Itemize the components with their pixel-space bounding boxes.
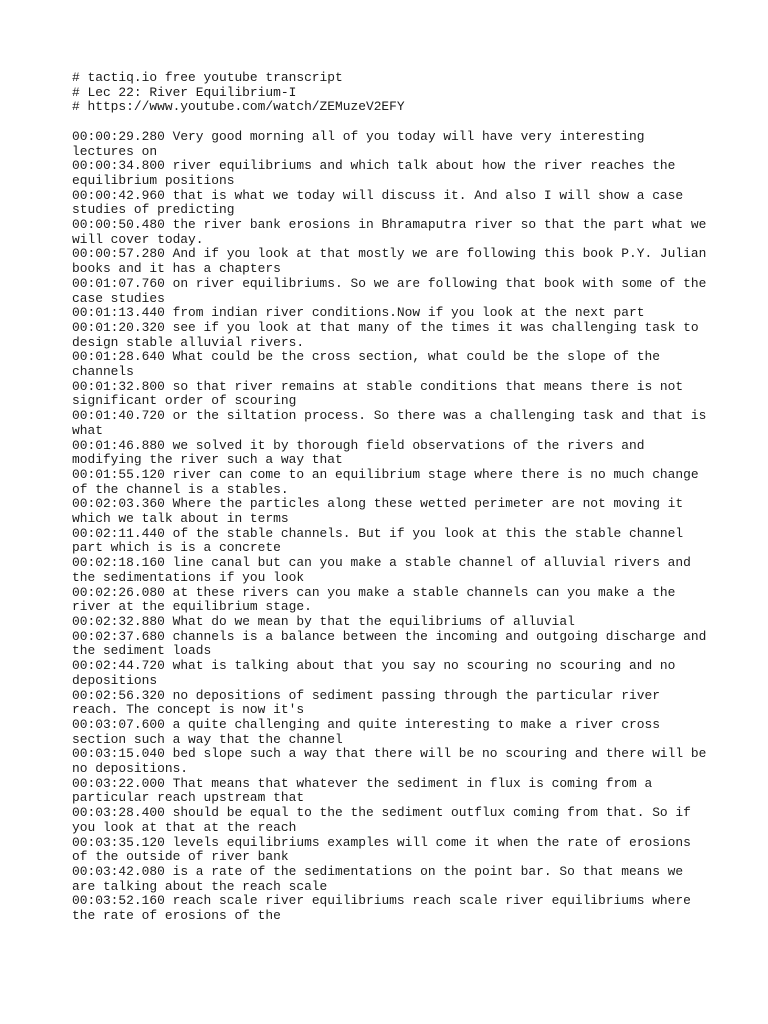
entry-timestamp: 00:02:56.320 — [72, 687, 165, 703]
entry-text: And if you look at that mostly we are following this book P.Y. Julian books and it has a chapters — [72, 246, 715, 277]
entry-timestamp: 00:03:52.160 — [72, 893, 165, 909]
transcript-document — [72, 70, 715, 924]
transcript-entry — [72, 350, 712, 379]
entry-timestamp: 00:02:26.080 — [72, 584, 165, 600]
entry-text: the river bank erosions in Bhramaputra river so that the part what we will cover today. — [72, 217, 715, 247]
entry-text: bed slope such a way that there will be no scouring and there will be no depositions. — [72, 746, 715, 777]
transcript-entries — [72, 128, 715, 924]
header-source-line: # tactiq.io free youtube transcript — [72, 70, 343, 85]
transcript-entry — [72, 217, 715, 247]
entry-timestamp: 00:03:22.000 — [72, 775, 165, 791]
entry-text: see if you look at that many of the times it was challenging task to design stable alluvial rivers. — [72, 319, 707, 350]
entry-text: reach scale river equilibriums reach scale river equilibriums where the rate of erosions of the — [72, 893, 699, 924]
entry-text: so that river remains at stable conditions that means there is not significant order of scouring — [72, 378, 691, 409]
entry-text: Where the particles along these wetted perimeter are not moving it which we talk about in terms — [72, 496, 691, 527]
entry-timestamp: 00:01:55.120 — [72, 466, 165, 482]
entry-text: channels is a balance between the incoming and outgoing discharge and the sediment loads — [72, 628, 715, 659]
entry-text: What could be the cross section, what could be the slope of the channels — [72, 349, 668, 380]
entry-timestamp: 00:00:42.960 — [72, 187, 165, 203]
header-title-line: # Lec 22: River Equilibrium-I — [72, 84, 297, 100]
entry-text: river equilibriums and which talk about how the river reaches the equilibrium positions — [72, 158, 684, 188]
entry-timestamp: 00:00:34.800 — [72, 158, 165, 174]
entry-text: river can come to an equilibrium stage where there is no much change of the channel is a stables. — [72, 466, 707, 497]
entry-text: of the stable channels. But if you look at this the stable channel part which is is a concrete — [72, 525, 691, 556]
entry-timestamp: 00:03:15.040 — [72, 746, 165, 762]
transcript-entry — [72, 380, 712, 409]
entry-timestamp: 00:01:20.320 — [72, 319, 165, 335]
entry-timestamp: 00:01:13.440 — [72, 305, 165, 321]
entry-timestamp: 00:00:57.280 — [72, 246, 165, 262]
transcript-entry — [72, 408, 715, 438]
transcript-entry — [72, 865, 712, 894]
entry-text: we solved it by thorough field observations of the rivers and modifying the river such a way that — [72, 437, 653, 468]
entry-text: no depositions of sediment passing through the particular river reach. The concept is now it's — [72, 687, 668, 718]
entry-text: What do we mean by that the equilibriums of alluvial — [172, 614, 575, 629]
entry-text: or the siltation process. So there was a challenging task and that is what — [72, 408, 715, 438]
entry-text: line canal but can you make a stable channel of alluvial rivers and the sedimentations if you look — [72, 555, 699, 585]
entry-timestamp: 00:01:32.800 — [72, 378, 165, 394]
entry-text: from indian river conditions.Now if you look at the next part — [172, 305, 645, 321]
header-spacer — [72, 115, 712, 130]
transcript-entry — [72, 894, 712, 923]
transcript-entry — [72, 806, 712, 835]
transcript-entry — [72, 159, 712, 188]
entry-text: what is talking about that you say no scouring no scouring and no depositions — [72, 658, 684, 688]
entry-text: that is what we today will discuss it. And also I will show a case studies of predicting — [72, 187, 691, 218]
entry-timestamp: 00:02:44.720 — [72, 658, 165, 674]
transcript-entry — [72, 306, 712, 321]
transcript-entry — [72, 246, 715, 277]
entry-text: a quite challenging and quite interesting to make a river cross section such a way that the channel — [72, 716, 668, 747]
transcript-entry — [72, 718, 712, 747]
entry-timestamp: 00:03:42.080 — [72, 863, 165, 879]
transcript-entry — [72, 556, 712, 585]
entry-timestamp: 00:01:28.640 — [72, 349, 165, 365]
entry-timestamp: 00:01:07.760 — [72, 275, 165, 291]
entry-timestamp: 00:00:29.280 — [72, 128, 165, 144]
transcript-entry — [72, 497, 712, 526]
transcript-entry — [72, 527, 712, 556]
entry-timestamp: 00:01:40.720 — [72, 408, 165, 424]
transcript-entry — [72, 659, 712, 688]
entry-text: on river equilibriums. So we are following that book with some of the case studies — [72, 275, 715, 306]
transcript-entry — [72, 615, 712, 630]
entry-text: That means that whatever the sediment in flux is coming from a particular reach upstream that — [72, 775, 660, 806]
entry-text: at these rivers can you make a stable channels can you make a the river at the equilibrium stage. — [72, 584, 684, 615]
entry-text: levels equilibriums examples will come it when the rate of erosions of the outside of river bank — [72, 834, 699, 865]
entry-timestamp: 00:00:50.480 — [72, 217, 165, 233]
transcript-header — [72, 71, 712, 115]
entry-timestamp: 00:03:28.400 — [72, 805, 165, 821]
transcript-entry — [72, 468, 712, 497]
entry-text: Very good morning all of you today will have very interesting lectures on — [72, 128, 653, 159]
entry-timestamp: 00:01:46.880 — [72, 437, 165, 453]
entry-timestamp: 00:03:07.600 — [72, 716, 165, 732]
transcript-entry — [72, 130, 712, 159]
entry-timestamp: 00:02:32.880 — [72, 614, 165, 629]
entry-timestamp: 00:02:11.440 — [72, 525, 165, 541]
entry-timestamp: 00:02:37.680 — [72, 628, 165, 644]
transcript-entry — [72, 321, 712, 350]
entry-text: should be equal to the the sediment outflux coming from that. So if you look at that at the reach — [72, 805, 699, 835]
entry-timestamp: 00:02:03.360 — [72, 496, 165, 512]
transcript-entry — [72, 689, 712, 718]
entry-text: is a rate of the sedimentations on the point bar. So that means we are talking about the reach scale — [72, 863, 691, 894]
transcript-entry — [72, 777, 712, 806]
transcript-entry — [72, 439, 712, 468]
transcript-entry — [72, 275, 715, 306]
transcript-entry — [72, 746, 715, 777]
entry-timestamp: 00:02:18.160 — [72, 555, 165, 571]
entry-timestamp: 00:03:35.120 — [72, 834, 165, 850]
transcript-entry — [72, 836, 712, 865]
transcript-entry — [72, 189, 712, 218]
transcript-entry — [72, 586, 712, 615]
header-url-line: # https://www.youtube.com/watch/ZEMuzeV2EFY — [72, 99, 405, 115]
transcript-entry — [72, 628, 715, 659]
